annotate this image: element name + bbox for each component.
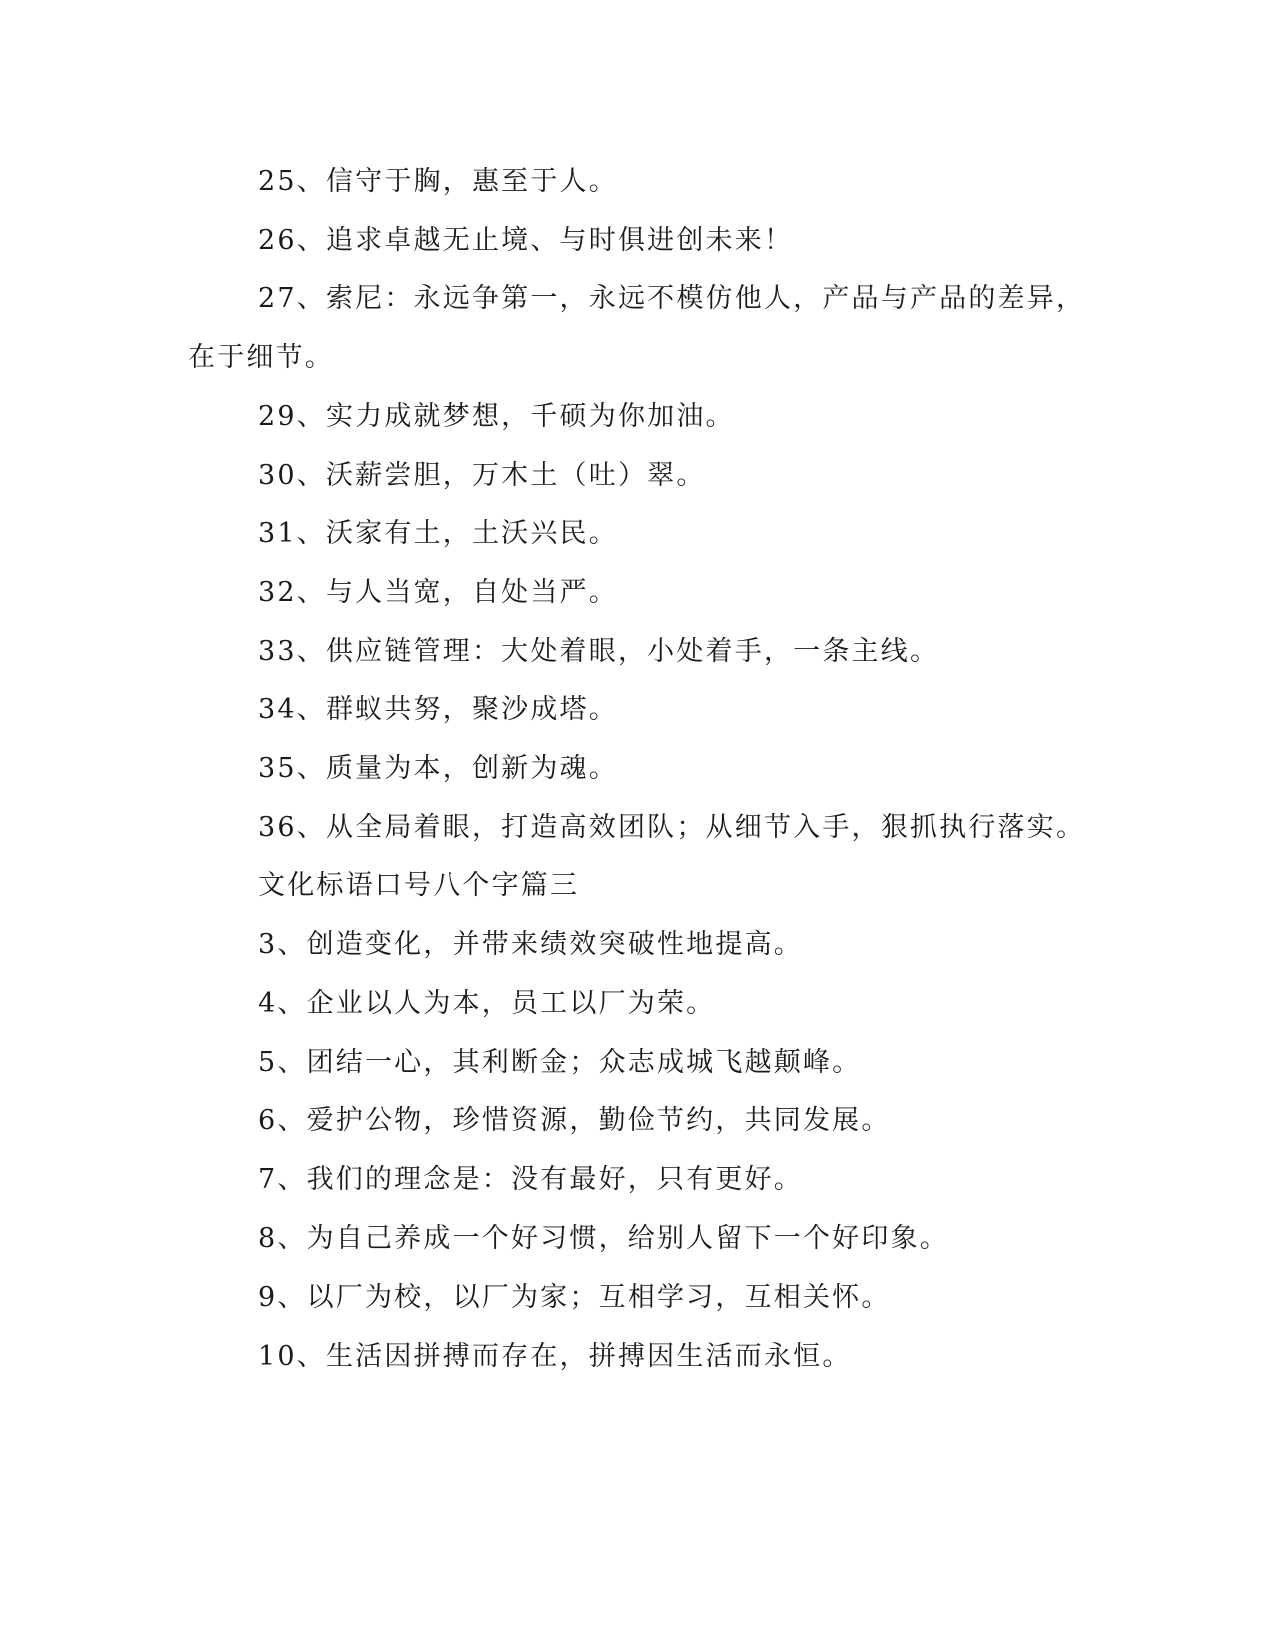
slogan-6: 6、爱护公物，珍惜资源，勤俭节约，共同发展。	[258, 1105, 891, 1136]
slogan-25: 25、信守于胸，惠至于人。	[258, 166, 618, 197]
slogan-5: 5、团结一心，其利断金；众志成城飞越颠峰。	[258, 1047, 862, 1078]
slogan-9: 9、以厂为校，以厂为家；互相学习，互相关怀。	[258, 1282, 891, 1313]
slogan-7: 7、我们的理念是：没有最好，只有更好。	[258, 1164, 803, 1195]
slogan-27: 27、索尼：永远争第一，永远不模仿他人，产品与产品的差异，	[258, 283, 1086, 314]
slogan-3: 3、创造变化，并带来绩效突破性地提高。	[258, 929, 803, 960]
slogan-32: 32、与人当宽，自处当严。	[258, 577, 618, 608]
section-heading: 文化标语口号八个字篇三	[258, 870, 580, 901]
slogan-26: 26、追求卓越无止境、与时俱进创未来！	[258, 225, 794, 256]
slogan-4: 4、企业以人为本，员工以厂为荣。	[258, 988, 716, 1019]
slogan-29: 29、实力成就梦想，千硕为你加油。	[258, 401, 735, 432]
slogan-10: 10、生活因拼搏而存在，拼搏因生活而永恒。	[258, 1341, 852, 1372]
slogan-8: 8、为自己养成一个好习惯，给别人留下一个好印象。	[258, 1223, 949, 1254]
slogan-35: 35、质量为本，创新为魂。	[258, 753, 618, 784]
slogan-31: 31、沃家有土，土沃兴民。	[258, 518, 618, 549]
slogan-33: 33、供应链管理：大处着眼，小处着手，一条主线。	[258, 636, 940, 667]
slogan-30: 30、沃薪尝胆，万木土（吐）翠。	[258, 460, 706, 491]
slogan-27-continuation: 在于细节。	[188, 342, 334, 373]
slogan-36: 36、从全局着眼，打造高效团队；从细节入手，狠抓执行落实。	[258, 812, 1086, 843]
slogan-34: 34、群蚁共努，聚沙成塔。	[258, 694, 618, 725]
